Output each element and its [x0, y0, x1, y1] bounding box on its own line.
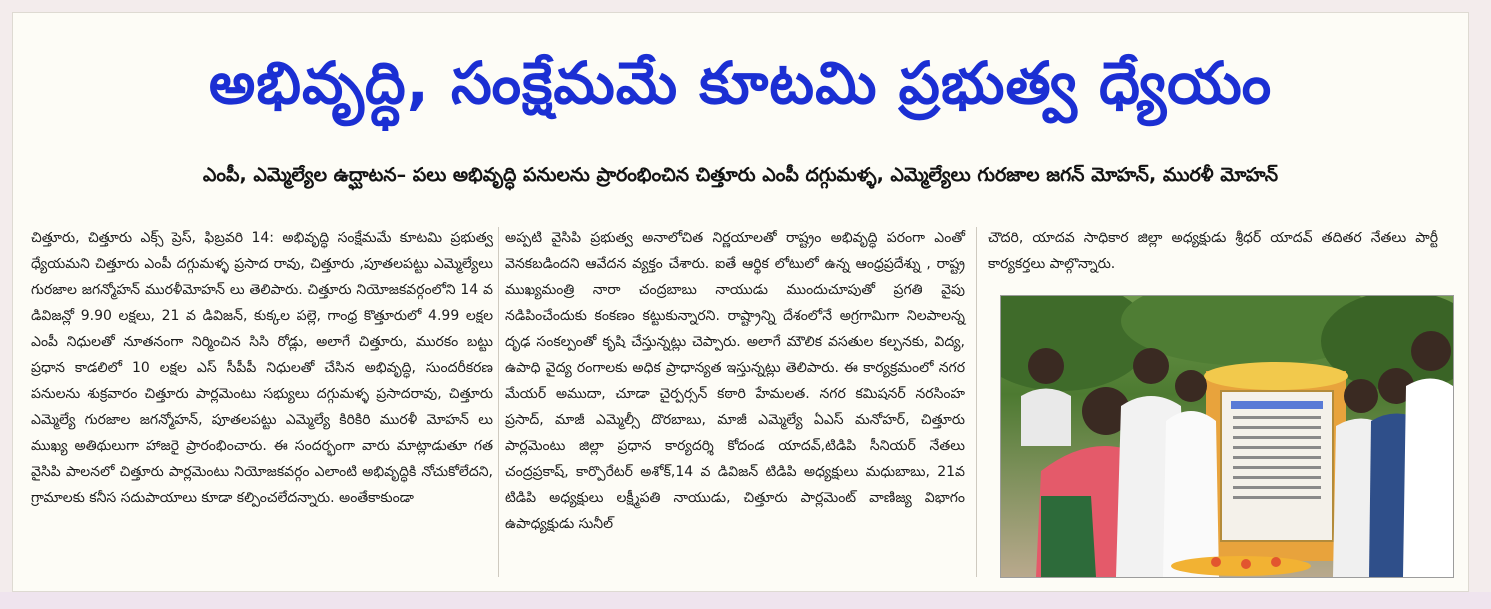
page-bottom-bar	[0, 592, 1491, 609]
article-headline: అభివృద్ధి, సంక్షేమమే కూటమి ప్రభుత్వ ధ్యేయం	[208, 49, 1273, 117]
column-3-text: చౌదరి, యాదవ సాధికార జిల్లా అధ్యక్షుడు శ్రీధర్ యాదవ్ తదితర నేతలు పార్టీ కార్యకర్తలు పాల్గొన్నారు.	[988, 230, 1438, 272]
column-2-text: అప్పటి వైసిపి ప్రభుత్వ అనాలోచిత నిర్ణయాలతో రాష్ట్రం అభివృద్ధి పరంగా ఎంతో వెనకబడిందని ఆవేదన వ్యక్తం చేశారు. ఐతే ఆర్థిక లోటులో ఉన్న ఆంధ్రప్రదేశ్ను , రాష్ట్ర ముఖ్యమంత్రి నారా చంద్రబాబు నాయుడు ముందుచూపుతో ప్రగతి వైపు నడిపించేందుకు కంకణం కట్టుకున్నారని. రాష్ట్రాన్ని దేశంలోనే అగ్రగామిగా నిలపాలన్న దృఢ సంకల్పంతో కృషి చేస్తున్నట్లు చెప్పారు. అలాగే మౌలిక వసతుల కల్పనకు, విద్య, ఉపాధి వైద్య రంగాలకు అధిక ప్రాధాన్యత ఇస్తున్నట్లు తెలిపారు. ఈ కార్యక్రమంలో నగర మేయర్ అముదా, చూడా చైర్పర్సన్ కఠారి హేమలత. నగర కమిషనర్ నరసింహ ప్రసాద్, మాజీ ఎమ్మెల్సీ దొరబాబు, మాజీ ఎమ్మెల్యే ఏఎస్ మనోహర్, చిత్తూరు పార్లమెంటు జిల్లా ప్రధాన కార్యదర్శి కోదండ యాదవ్,టిడిపి సీనియర్ నేతలు చంద్రప్రకాష్, కార్పొరేటర్ అశోక్,14 వ డివిజన్ టిడిపి అధ్యక్షులు మధుబాబు, 21వ టిడిపి అధ్యక్షులు లక్ష్మీపతి నాయుడు, చిత్తూరు పార్లమెంట్ వాణిజ్య విభాగం ఉపాధ్యక్షుడు సునీల్	[505, 230, 965, 532]
column-divider	[976, 227, 977, 577]
article-column-3	[988, 225, 1438, 277]
event-photo-illustration	[1001, 296, 1453, 577]
article-subheadline: ఎంపీ, ఎమ్మెల్యేల ఉద్ఘాటన– పలు అభివృద్ధి పనులను ప్రారంభించిన చిత్తూరు ఎంపీ దగ్గుమళ్ళ, ఎమ్మెల్యేలు గురజాల జగన్ మోహన్, మురళీ మోహన్	[202, 164, 1279, 186]
newspaper-clipping	[12, 12, 1469, 592]
event-photo	[1000, 295, 1454, 578]
column-divider	[498, 227, 499, 577]
article-column-1	[31, 225, 493, 511]
column-1-text: చిత్తూరు, చిత్తూరు ఎక్స్ ప్రెస్, ఫిబ్రవరి 14: అభివృద్ధి సంక్షేమమే కూటమి ప్రభుత్వ ధ్యేయమని చిత్తూరు ఎంపీ దగ్గుమళ్ళ ప్రసాద రావు, చిత్తూరు ,పూతలపట్టు ఎమ్మెల్యేలు గురజాల జగన్మోహన్ మురళీమోహన్ లు తెలిపారు. చిత్తూరు నియోజకవర్గంలోని 14 వ డివిజన్లో 9.90 లక్షలు, 21 వ డివిజన్, కుక్కల పల్లె, గాంధ్ర కొత్తూరులో 4.99 లక్షల ఎంపీ నిధులతో నూతనంగా నిర్మించిన సిసి రోడ్లు, అలాగే చిత్తూరు, మురకం బట్టు ప్రధాన కాడలిలో 10 లక్షల ఎస్ సీపీపీ నిధులతో చేసిన అభివృద్ధి, సుందరీకరణ పనులను శుక్రవారం చిత్తూరు పార్లమెంటు సభ్యులు దగ్గుమళ్ళ ప్రసాదరావు, చిత్తూరు ఎమ్మెల్యే గురజాల జగన్మోహన్, పూతలపట్టు ఎమ్మెల్యే కిరికిరి మురళీ మోహన్ లు ముఖ్య అతిథులుగా హాజరై ప్రారంభించారు. ఈ సందర్భంగా వారు మాట్లాడుతూ గత వైసిపి పాలనలో చిత్తూరు పార్లమెంటు నియోజకవర్గం ఎలాంటి అభివృద్ధికి నోచుకోలేదని, గ్రామాలకు కనీస సదుపాయాలు కూడా కల్పించలేదన్నారు. అంతేకాకుండా	[31, 230, 493, 506]
article-column-2	[505, 225, 965, 537]
